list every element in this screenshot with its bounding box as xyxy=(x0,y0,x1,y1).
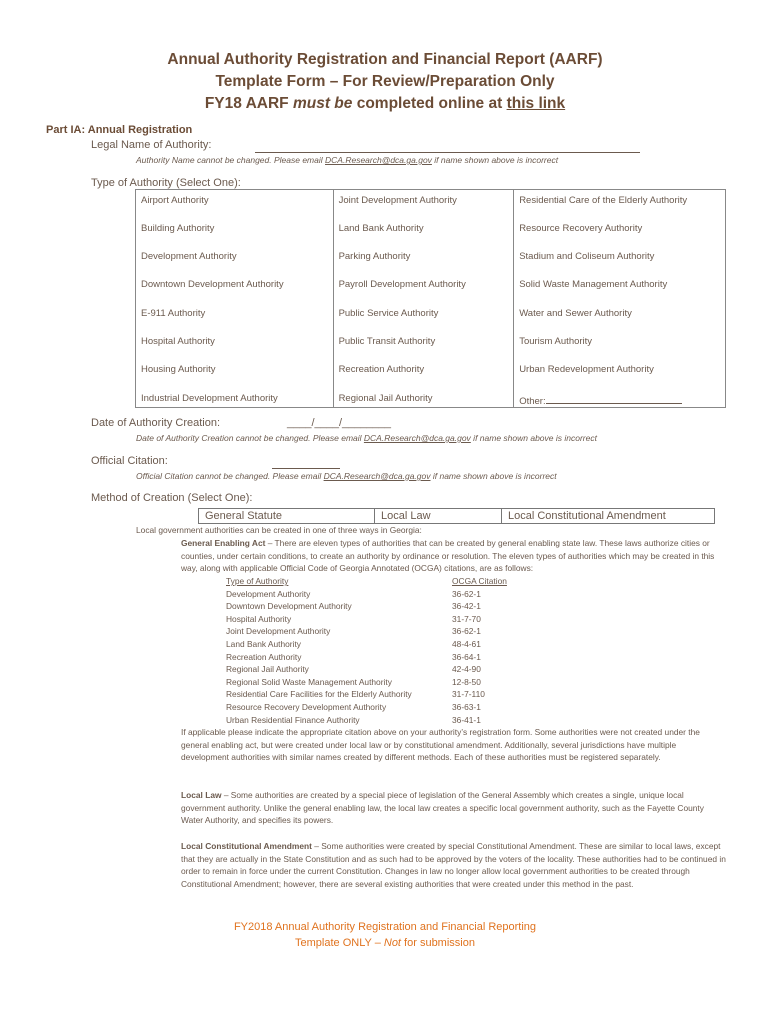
citation-code: 36-63-1 xyxy=(452,701,481,712)
citation-row xyxy=(226,663,507,676)
citation-code: 31-7-110 xyxy=(452,689,485,700)
authority-type-row xyxy=(136,218,726,246)
citation-type: Urban Residential Finance Authority xyxy=(226,714,360,725)
citation-type: Development Authority xyxy=(226,588,311,599)
citation-code: 42-4-90 xyxy=(452,664,481,675)
authority-type-row xyxy=(136,359,726,387)
constitutional-amendment-text: Local Constitutional Amendment – Some authorities were created by special Constitutional Amendment. These are similar to local laws, except that they are actually in the State Constitution and as such had to be approved by the voters of the locality. These authorities had to be continued in order to remain in force under the current Constitution. Changes in law no longer allow local government authorities to be created through Constitutional Amendment; however, there are several existing authorities that were created under this method in the past. xyxy=(181,841,726,889)
method-option-constitutional-amendment[interactable]: Local Constitutional Amendment xyxy=(502,509,715,524)
citation-code: 36-41-1 xyxy=(452,714,481,725)
authority-type-option[interactable]: Solid Waste Management Authority xyxy=(514,274,726,302)
citation-table xyxy=(226,575,507,726)
authority-type-option[interactable]: Residential Care of the Elderly Authority xyxy=(514,190,726,218)
method-options xyxy=(198,508,715,524)
method-label: Method of Creation (Select One): xyxy=(91,492,253,504)
method-option-general-statute[interactable]: General Statute xyxy=(199,509,375,524)
citation-type: Hospital Authority xyxy=(226,613,292,624)
authority-type-option[interactable]: Resource Recovery Authority xyxy=(514,218,726,246)
method-option-local-law[interactable]: Local Law xyxy=(375,509,502,524)
authority-type-row xyxy=(136,190,726,218)
citation-code: 36-62-1 xyxy=(452,588,481,599)
online-link[interactable]: this link xyxy=(506,95,566,112)
other-label: Other: xyxy=(519,395,546,407)
other-field[interactable] xyxy=(546,393,682,404)
citation-type: Recreation Authority xyxy=(226,651,302,662)
authority-type-option[interactable]: Stadium and Coliseum Authority xyxy=(514,246,726,274)
citation-type: Downtown Development Authority xyxy=(226,601,352,612)
authority-type-row xyxy=(136,274,726,302)
authority-type-row xyxy=(136,331,726,359)
general-enabling-text: General Enabling Act – There are eleven types of authorities that can be created by general enabling state law. These laws authorize cities or counties, under certain conditions, to create an authority by ordinance or resolution. The eleven types of authorities which may be created in this way, along with applicable Official Code of Georgia Annotated (OCGA) citations, are as follows: xyxy=(181,538,715,574)
authority-type-option[interactable]: Development Authority xyxy=(136,246,334,274)
authority-type-option[interactable]: E-911 Authority xyxy=(136,303,334,331)
citation-code: 31-7-70 xyxy=(452,613,481,624)
citation-code: 36-62-1 xyxy=(452,626,481,637)
citation-row xyxy=(226,613,507,626)
date-creation-note: Date of Authority Creation cannot be changed. Please email DCA.Research@dca.ga.gov if name shown above is incorrect xyxy=(136,433,597,443)
authority-type-option[interactable] xyxy=(514,388,726,408)
date-creation-label: Date of Authority Creation: xyxy=(91,417,221,429)
authority-type-option[interactable]: Public Service Authority xyxy=(333,303,514,331)
authority-type-option[interactable]: Downtown Development Authority xyxy=(136,274,334,302)
authority-type-table xyxy=(135,189,726,408)
citation-row xyxy=(226,714,507,727)
legal-name-field[interactable] xyxy=(255,139,640,153)
authority-type-option[interactable]: Housing Authority xyxy=(136,359,334,387)
section-title: Part IA: Annual Registration xyxy=(46,124,193,136)
citation-header-type: Type of Authority xyxy=(226,576,289,586)
footer-line1: FY2018 Annual Authority Registration and Financial Reporting xyxy=(233,921,537,933)
official-citation-field[interactable] xyxy=(272,456,340,469)
authority-type-option[interactable]: Building Authority xyxy=(136,218,334,246)
citation-row xyxy=(226,651,507,664)
authority-type-option[interactable]: Urban Redevelopment Authority xyxy=(514,359,726,387)
authority-type-option[interactable]: Industrial Development Authority xyxy=(136,388,334,408)
citation-code: 36-42-1 xyxy=(452,601,481,612)
authority-type-option[interactable]: Water and Sewer Authority xyxy=(514,303,726,331)
legal-name-label: Legal Name of Authority: xyxy=(91,139,212,151)
authority-type-option[interactable]: Joint Development Authority xyxy=(333,190,514,218)
citation-row xyxy=(226,676,507,689)
citation-row xyxy=(226,625,507,638)
citation-row xyxy=(226,588,507,601)
citation-type: Land Bank Authority xyxy=(226,638,301,649)
authority-type-row xyxy=(136,303,726,331)
citation-row xyxy=(226,688,507,701)
authority-type-option[interactable]: Tourism Authority xyxy=(514,331,726,359)
citation-code: 48-4-61 xyxy=(452,638,481,649)
citation-code: 12-8-50 xyxy=(452,676,481,687)
citation-type: Residential Care Facilities for the Elderly Authority xyxy=(226,689,412,700)
citation-type: Regional Solid Waste Management Authority xyxy=(226,676,392,687)
applicable-text: If applicable please indicate the appropriate citation above on your authority’s registration form. Some authorities were not created under the general enabling act, but were created under local law or by constitutional amendment. Additionally, several jurisdictions have multiple development authorities with similar names created by different methods. Each of these authorities must be registered separately. xyxy=(181,727,700,763)
footer-line2: Template ONLY – Not for submission xyxy=(295,937,475,949)
authority-type-option[interactable]: Parking Authority xyxy=(333,246,514,274)
citation-type: Regional Jail Authority xyxy=(226,664,309,675)
legal-name-note: Authority Name cannot be changed. Please email DCA.Research@dca.ga.gov if name shown above is incorrect xyxy=(136,155,559,165)
citation-row xyxy=(226,638,507,651)
authority-type-option[interactable]: Payroll Development Authority xyxy=(333,274,514,302)
citation-row xyxy=(226,701,507,714)
authority-type-option[interactable]: Public Transit Authority xyxy=(333,331,514,359)
authority-type-option[interactable]: Land Bank Authority xyxy=(333,218,514,246)
citation-type: Joint Development Authority xyxy=(226,626,331,637)
local-law-text: Local Law – Some authorities are created by a special piece of legislation of the General Assembly which creates a single, unique local government authority. Unlike the general enabling law, the local law creates a specific local government authority, such as the Fayette County Water Authority, and specifies its powers. xyxy=(181,790,704,826)
authority-type-option[interactable]: Recreation Authority xyxy=(333,359,514,387)
authority-type-row xyxy=(136,388,726,408)
authority-type-option[interactable]: Hospital Authority xyxy=(136,331,334,359)
page-title: Annual Authority Registration and Financial Report (AARF) xyxy=(167,51,603,68)
date-creation-field[interactable]: ____/____/________ xyxy=(287,417,391,429)
citation-code: 36-64-1 xyxy=(452,651,481,662)
method-intro: Local government authorities can be created in one of three ways in Georgia: xyxy=(136,525,422,535)
citation-type: Resource Recovery Development Authority xyxy=(226,701,387,712)
page-subtitle: Template Form – For Review/Preparation Only xyxy=(215,73,555,90)
type-label: Type of Authority (Select One): xyxy=(91,177,241,189)
email-link[interactable]: DCA.Research@dca.ga.gov xyxy=(325,155,432,165)
official-citation-note: Official Citation cannot be changed. Please email DCA.Research@dca.ga.gov if name shown above is incorrect xyxy=(136,471,557,481)
official-citation-label: Official Citation: xyxy=(91,455,168,467)
citation-header-ocga: OCGA Citation xyxy=(452,576,507,586)
citation-row xyxy=(226,600,507,613)
authority-type-row xyxy=(136,246,726,274)
authority-type-option[interactable]: Airport Authority xyxy=(136,190,334,218)
email-link[interactable]: DCA.Research@dca.ga.gov xyxy=(323,471,431,481)
page-instruction: FY18 AARF must be completed online at this link xyxy=(204,95,566,112)
email-link[interactable]: DCA.Research@dca.ga.gov xyxy=(363,433,471,443)
authority-type-option[interactable]: Regional Jail Authority xyxy=(333,388,514,408)
